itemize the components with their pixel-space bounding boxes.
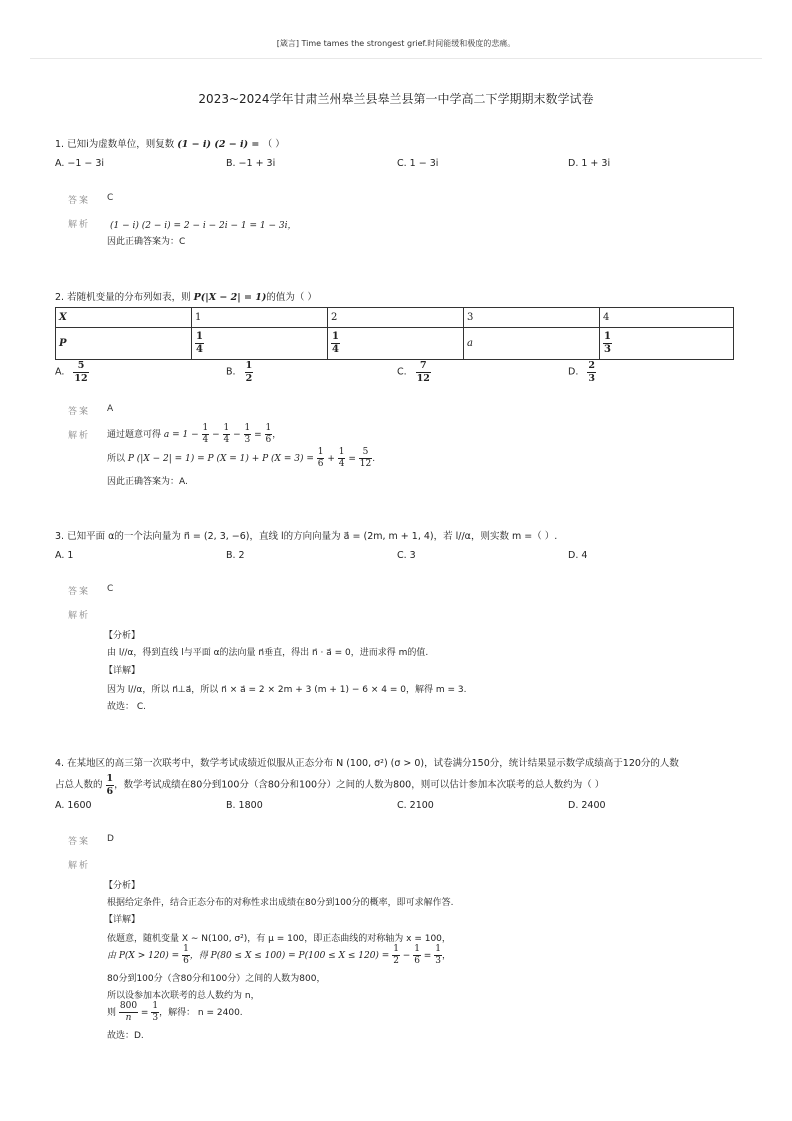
table-cell: 2 (328, 308, 464, 328)
stem-text: 占总人数的 (55, 779, 106, 791)
fraction-numerator: 1 (604, 331, 611, 342)
fraction-numerator: 1 (317, 447, 324, 457)
fraction-numerator: 1 (223, 423, 230, 433)
stem-text: ，数学考试成绩在80分到100分（含80分和100分）之间的人数为800，则可以估计参加本次联考的总人数约为（ ） (114, 779, 605, 791)
q2-answer-value: A (107, 404, 114, 414)
fraction-numerator: 1 (435, 944, 441, 954)
table-cell: P (56, 328, 192, 360)
option-letter: D. (568, 366, 579, 378)
q3-fenxi-heading: 【分析】 (104, 631, 141, 641)
fraction-denominator: 4 (338, 459, 345, 469)
fraction-numerator: 1 (245, 360, 253, 371)
table-cell (600, 328, 734, 360)
q1-solution-line2: 因此正确答案为：C (107, 237, 186, 247)
option-letter: A. (55, 366, 65, 378)
q1-answer-value: C (107, 193, 114, 203)
fraction-denominator: 6 (265, 435, 272, 445)
q4-detail-line3: 80分到100分（含80分和100分）之间的人数为800， (107, 974, 326, 984)
table-cell: a (464, 328, 600, 360)
q2-option-b[interactable] (226, 361, 253, 383)
fraction-numerator: 800 (119, 1001, 138, 1011)
table-cell: 3 (464, 308, 600, 328)
q3-fenxi-text: 由 l//α，得到直线 l与平面 α的法向量 n⃗垂直，得出 n⃗ · a⃗ = 0，进而求得 m的值. (107, 648, 429, 658)
table-cell (192, 328, 328, 360)
q4-option-c[interactable]: C. 2100 (397, 800, 434, 811)
sol-text: ， (272, 430, 282, 440)
sol-text: 通过题意可得 (107, 430, 164, 440)
q2-analysis-label: 解析 (68, 431, 91, 441)
fraction-numerator: 1 (196, 331, 203, 342)
q4-analysis-label: 解析 (68, 861, 91, 871)
q3-answer-value: C (107, 584, 114, 594)
sol-text: 所以 (107, 454, 128, 464)
fraction-denominator: 3 (588, 372, 595, 384)
table-cell: 1 (192, 308, 328, 328)
q3-stem: 3. 已知平面 α的一个法向量为 n⃗ = (2, 3, −6)，直线 l的方向向量为 a⃗ = (2m, m + 1, 4)，若 l//α，则实数 m =（ ）. (55, 531, 558, 542)
fraction-denominator: 6 (183, 956, 189, 966)
fraction-numerator: 1 (152, 1001, 159, 1011)
q4-detail-line5 (107, 1002, 243, 1023)
table-row (56, 328, 734, 360)
q4-detail-heading: 【详解】 (104, 915, 141, 925)
q1-solution-line1: (1 − i) (2 − i) = 2 − i − 2i − 1 = 1 − 3i， (110, 221, 297, 231)
q4-detail-line2 (107, 945, 451, 966)
q3-option-a[interactable]: A. 1 (55, 550, 74, 561)
fraction-numerator: 1 (393, 944, 399, 954)
q4-answer-value: D (107, 834, 114, 844)
q2-solution-line1 (107, 424, 281, 445)
sol-op: + (324, 454, 338, 464)
q2-solution-line3: 因此正确答案为：A. (107, 477, 188, 487)
fraction-denominator: 6 (317, 459, 324, 469)
q1-analysis-label: 解析 (68, 220, 91, 230)
q4-option-b[interactable]: B. 1800 (226, 800, 263, 811)
q4-stem-line2 (55, 774, 604, 796)
header-divider (30, 58, 762, 59)
q4-detail-line1: 依题意，随机变量 X ∼ N(100, σ²)，有 μ = 100，即正态曲线的对称轴为 x = 100， (107, 934, 451, 944)
q1-option-c[interactable]: C. 1 − 3i (397, 158, 439, 169)
fraction-denominator: 12 (359, 459, 372, 469)
q2-option-c[interactable] (397, 361, 431, 383)
sol-op: − (399, 951, 414, 961)
q2-option-a[interactable] (55, 361, 89, 383)
fraction-numerator: 1 (338, 447, 345, 457)
option-letter: B. (226, 366, 236, 378)
table-cell: X (56, 308, 192, 328)
sol-text: ， (441, 951, 451, 961)
q1-option-d[interactable]: D. 1 + 3i (568, 158, 611, 169)
q2-answer-label: 答案 (68, 407, 91, 417)
fraction-numerator: 1 (202, 423, 209, 433)
fraction-numerator: 1 (265, 423, 272, 433)
fraction-denominator: 4 (223, 435, 230, 445)
q2-solution-line2 (107, 448, 375, 469)
q2-stem-math: P(|X − 2| = 1) (193, 292, 267, 303)
sol-math: 由 P(X > 120) = (107, 951, 183, 961)
sol-op: = (251, 430, 265, 440)
fraction-numerator: 7 (416, 361, 431, 373)
q3-option-c[interactable]: C. 3 (397, 550, 416, 561)
table-cell: 4 (600, 308, 734, 328)
q3-detail-heading: 【详解】 (104, 666, 141, 676)
fraction-numerator: 2 (588, 360, 595, 371)
fraction-denominator: 4 (202, 435, 209, 445)
q3-choose: 故选： C. (107, 702, 147, 712)
fraction-denominator: 3 (244, 435, 251, 445)
q4-stem-line1: 4. 在某地区的高三第一次联考中，数学考试成绩近似服从正态分布 N (100, σ²) (σ > 0)，试卷满分150分，统计结果显示数学成绩高于120分的人数 (55, 758, 679, 769)
q4-answer-label: 答案 (68, 837, 91, 847)
distribution-table (55, 307, 734, 360)
sol-op: − (230, 430, 244, 440)
fraction-denominator: 12 (74, 372, 88, 384)
fraction-denominator: 6 (414, 956, 420, 966)
sol-op: = (138, 1008, 152, 1018)
fraction-numerator: 1 (244, 423, 251, 433)
fraction-denominator: 3 (435, 956, 441, 966)
fraction-denominator: 2 (393, 956, 399, 966)
q1-stem-paren: （ ） (262, 139, 285, 150)
sol-text: ，解得： n = 2400. (159, 1008, 243, 1018)
q2-stem-text: 2. 若随机变量的分布列如表，则 (55, 292, 194, 303)
fraction-numerator: 5 (359, 448, 372, 459)
q4-fenxi-text: 根据给定条件，结合正态分布的对称性求出成绩在80分到100分的概率，即可求解作答. (107, 898, 454, 908)
sol-op: = (420, 951, 435, 961)
q1-option-a[interactable]: A. −1 − 3i (55, 158, 105, 169)
sol-math: P (|X − 2| = 1) = P (X = 1) + P (X = 3) = (127, 454, 317, 464)
q3-answer-label: 答案 (68, 587, 91, 597)
fraction-denominator: 4 (196, 344, 203, 355)
sol-op: = (345, 454, 359, 464)
fraction-denominator: n (125, 1013, 132, 1023)
fraction-denominator: 4 (332, 344, 339, 355)
table-row (56, 308, 734, 328)
q1-answer-label: 答案 (68, 196, 91, 206)
q4-fenxi-heading: 【分析】 (104, 881, 141, 891)
q1-stem-math: (1 − i) (2 − i) = (177, 139, 263, 150)
fraction-numerator: 5 (73, 361, 88, 373)
motto-header: [箴言] Time tames the strongest grief.时间能缓和极度的悲痛。 (276, 39, 516, 48)
q4-detail-line4: 所以设参加本次联考的总人数约为 n， (107, 991, 260, 1001)
q4-option-a[interactable]: A. 1600 (55, 800, 92, 811)
sol-math: ，得 P(80 ≤ X ≤ 100) = P(100 ≤ X ≤ 120) = (189, 951, 393, 961)
q1-stem (55, 136, 285, 150)
fraction-numerator: 1 (106, 773, 114, 784)
page-title: 2023~2024学年甘肃兰州皋兰县皋兰县第一中学高二下学期期末数学试卷 (198, 92, 594, 106)
q4-choose: 故选：D. (107, 1031, 144, 1041)
q1-stem-text: 1. 已知i为虚数单位，则复数 (55, 139, 178, 150)
q3-detail-text: 因为 l//α，所以 n⃗⊥a⃗，所以 n⃗ × a⃗ = 2 × 2m + 3 (m + 1) − 6 × 4 = 0，解得 m = 3. (107, 685, 467, 695)
fraction-numerator: 1 (332, 331, 339, 342)
fraction-denominator: 3 (604, 344, 611, 355)
q3-option-b[interactable]: B. 2 (226, 550, 245, 561)
fraction-numerator: 1 (183, 944, 189, 954)
fraction-denominator: 6 (106, 785, 114, 797)
q3-analysis-label: 解析 (68, 611, 91, 621)
table-cell (328, 328, 464, 360)
q4-option-d[interactable]: D. 2400 (568, 800, 606, 811)
option-letter: C. (397, 366, 407, 378)
sol-op: − (209, 430, 223, 440)
sol-math: a = 1 − (163, 430, 202, 440)
q2-option-d[interactable] (568, 361, 596, 383)
fraction-denominator: 2 (245, 372, 253, 384)
fraction-denominator: 12 (416, 372, 430, 384)
fraction-numerator: 1 (414, 944, 420, 954)
sol-text: 则 (107, 1008, 119, 1018)
q1-option-b[interactable]: B. −1 + 3i (226, 158, 276, 169)
q2-stem-paren: 的值为（ ） (266, 292, 317, 303)
fraction-denominator: 3 (152, 1013, 159, 1023)
q3-option-d[interactable]: D. 4 (568, 550, 588, 561)
sol-text: . (372, 454, 376, 464)
q2-stem (55, 289, 317, 303)
